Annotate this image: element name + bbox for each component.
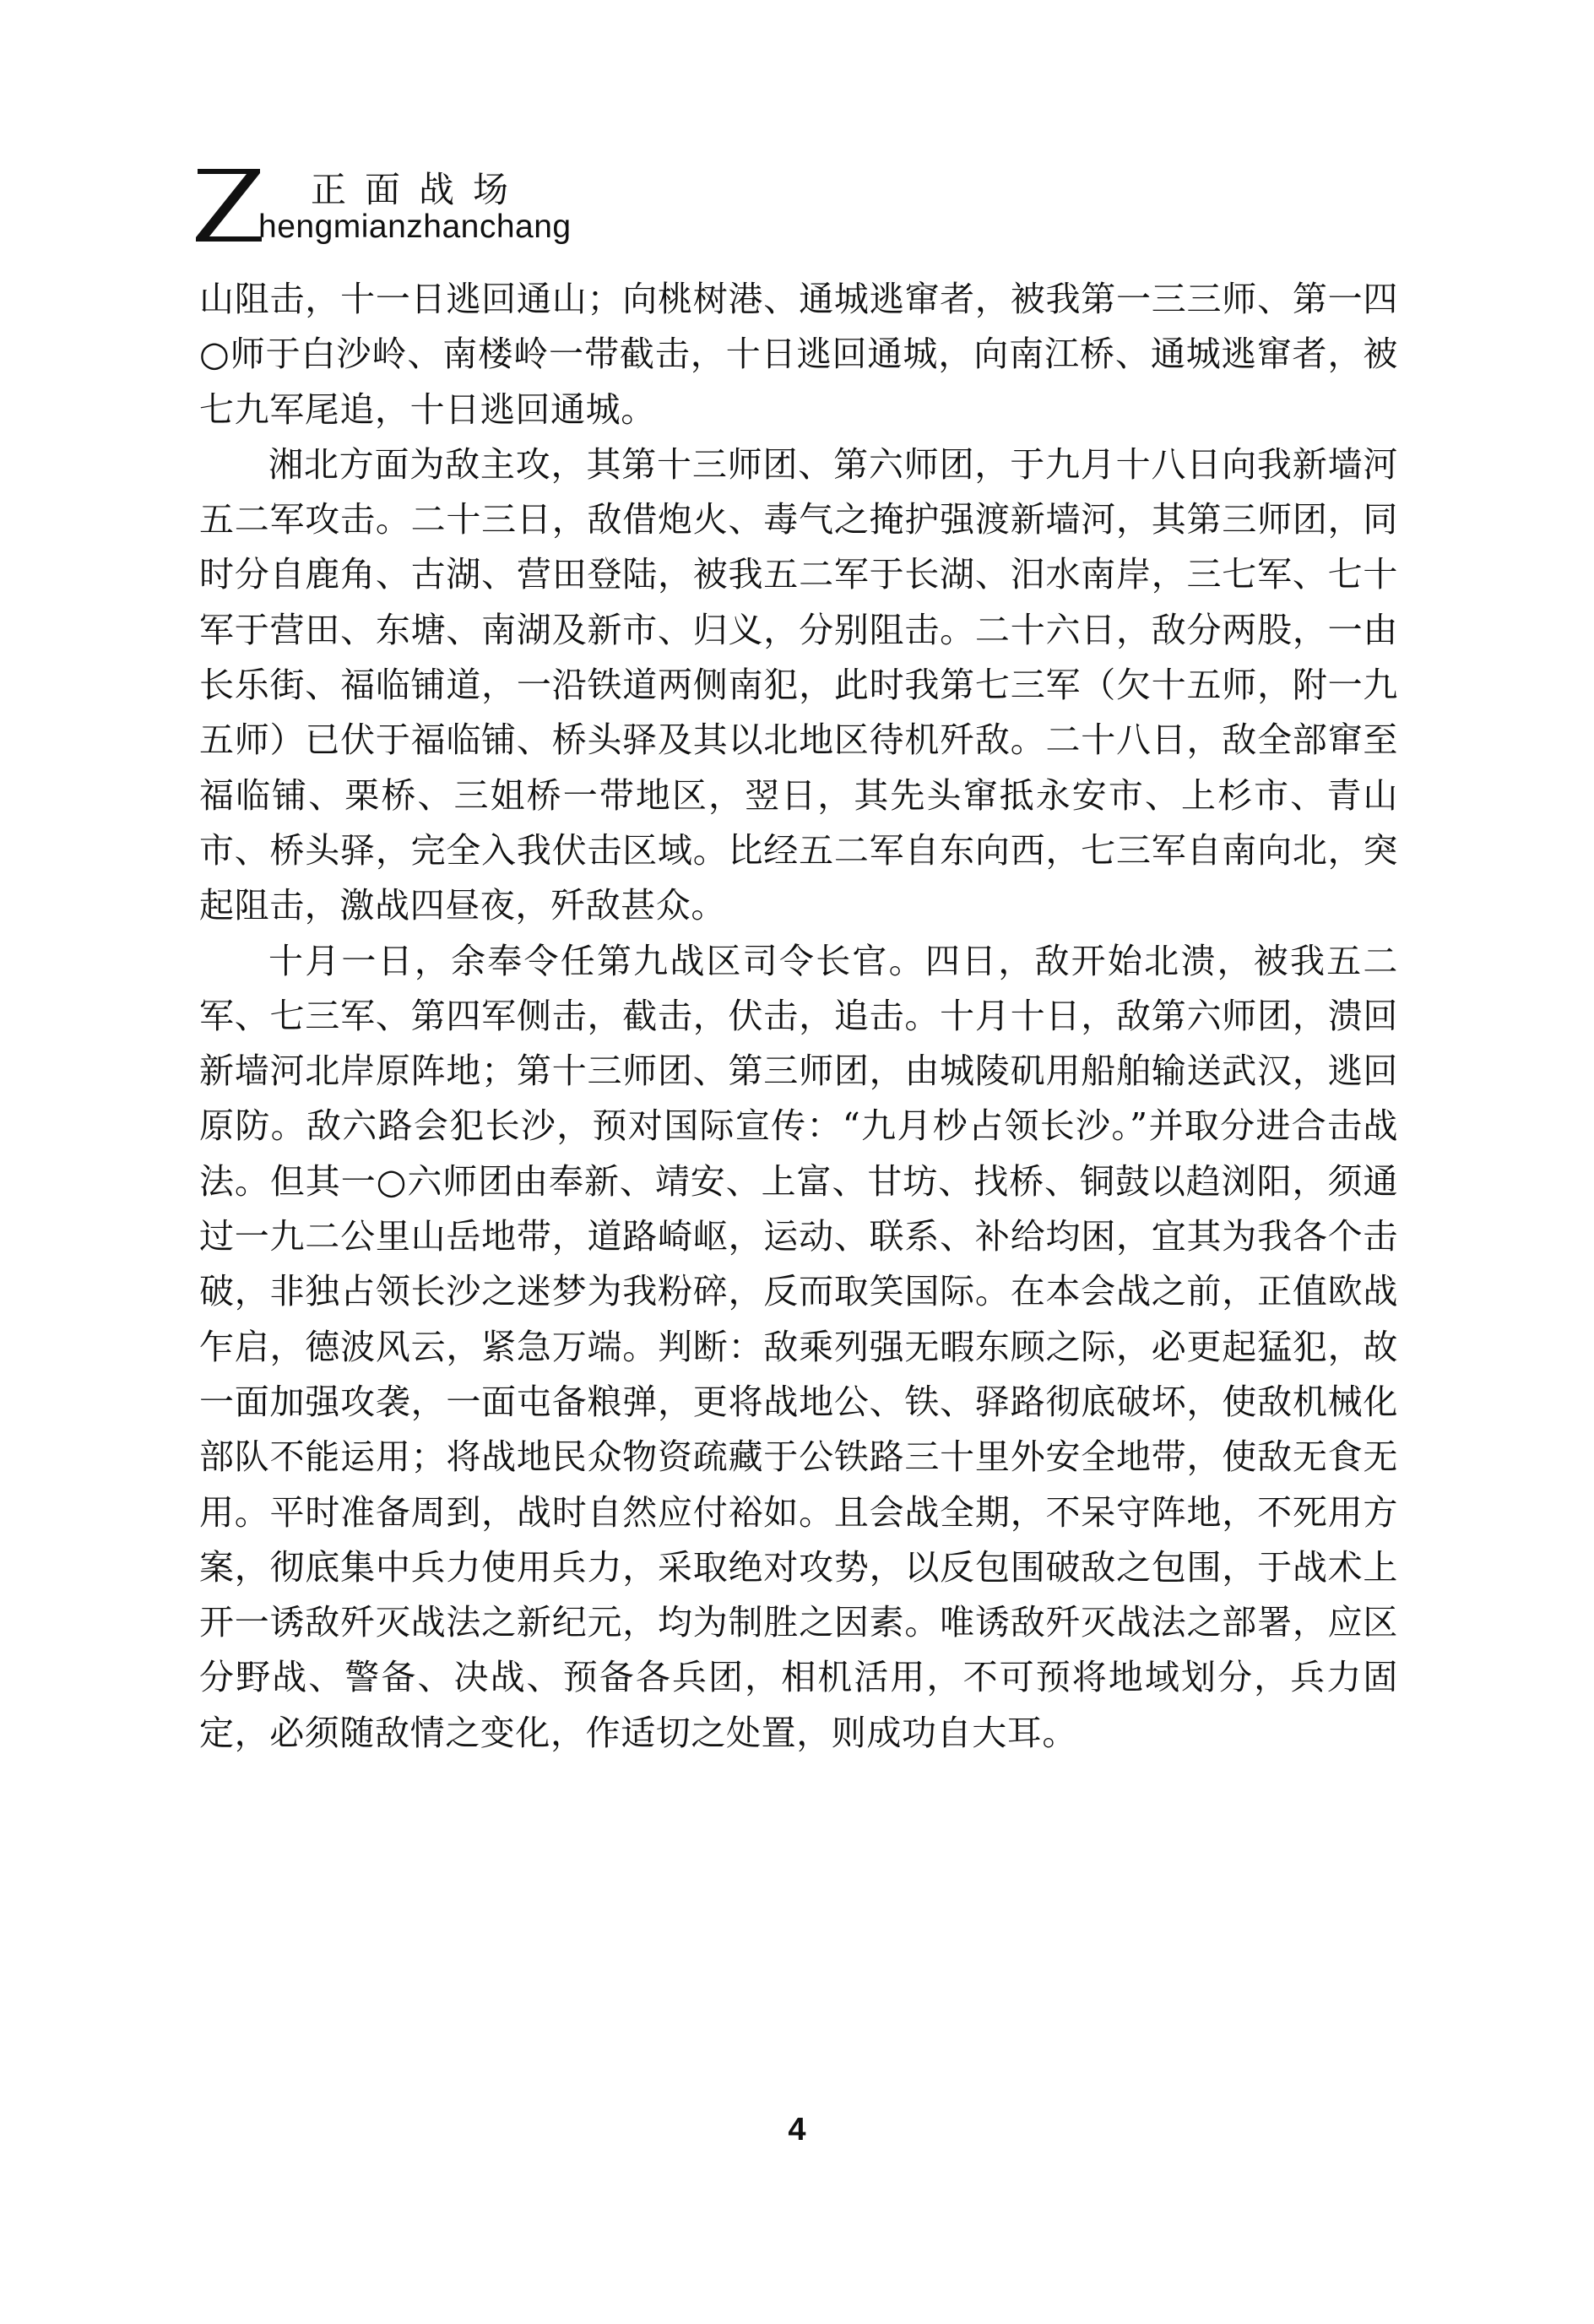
header-pinyin: hengmianzhanchang bbox=[258, 209, 572, 245]
paragraph-1: 山阻击，十一日逃回通山；向桃树港、通城逃窜者，被我第一三三师、第一四○师于白沙岭、南楼岭一带截击，十日逃回通城，向南江桥、通城逃窜者，被七九军尾追，十日逃回通城。 bbox=[199, 279, 1398, 430]
paragraph-3: 十月一日，余奉令任第九战区司令长官。四日，敌开始北溃，被我五二军、七三军、第四军侧击，截击，伏击，追击。十月十日，敌第六师团，溃回新墙河北岸原阵地；第十三师团、第三师团，由城陵矶用船舶输送武汉，逃回原防。敌六路会犯长沙，预对国际宣传：“九月杪占领长沙。”并取分进合击战法。但其一○六师团由奉新、靖安、上富、甘坊、找桥、铜鼓以趋浏阳，须通过一九二公里山岳地带，道路崎岖，运动、联系、补给均困，宜其为我各个击破，非独占领长沙之迷梦为我粉碎，反而取笑国际。在本会战之前，正值欧战乍启，德波风云，紧急万端。判断：敌乘列强无暇东顾之际，必更起猛犯，故一面加强攻袭，一面屯备粮弹，更将战地公、铁、驿路彻底破坏，使敌机械化部队不能运用；将战地民众物资疏藏于公铁路三十里外安全地带，使敌无食无用。平时准备周到，战时自然应付裕如。且会战全期，不呆守阵地，不死用方案，彻底集中兵力使用兵力，采取绝对攻势，以反包围破敌之包围，于战术上开一诱敌歼灭战法之新纪元，均为制胜之因素。唯诱敌歼灭战法之部署，应区分野战、警备、决战、预备各兵团，相机活用，不可预将地域划分，兵力固定，必须随敌情之变化，作适切之处置，则成功自大耳。 bbox=[199, 940, 1398, 1753]
body-text bbox=[199, 272, 1398, 1761]
header-title: 正面战场 bbox=[311, 169, 528, 210]
paragraph-2: 湘北方面为敌主攻，其第十三师团、第六师团，于九月十八日向我新墙河五二军攻击。二十三日，敌借炮火、毒气之掩护强渡新墙河，其第三师团，同时分自鹿角、古湖、营田登陆，被我五二军于长湖、汨水南岸，三七军、七十军于营田、东塘、南湖及新市、归义，分别阻击。二十六日，敌分两股，一由长乐街、福临铺道，一沿铁道两侧南犯，此时我第七三军（欠十五师，附一九五师）已伏于福临铺、桥头驿及其以北地区待机歼敌。二十八日，敌全部窜至福临铺、栗桥、三姐桥一带地区，翌日，其先头窜抵永安市、上杉市、青山市、桥头驿，完全入我伏击区域。比经五二军自东向西，七三军自南向北，突起阻击，激战四昼夜，歼敌甚众。 bbox=[199, 443, 1398, 926]
running-header bbox=[192, 162, 834, 255]
header-z-logo bbox=[192, 162, 265, 243]
page-number: 4 bbox=[788, 2112, 806, 2148]
